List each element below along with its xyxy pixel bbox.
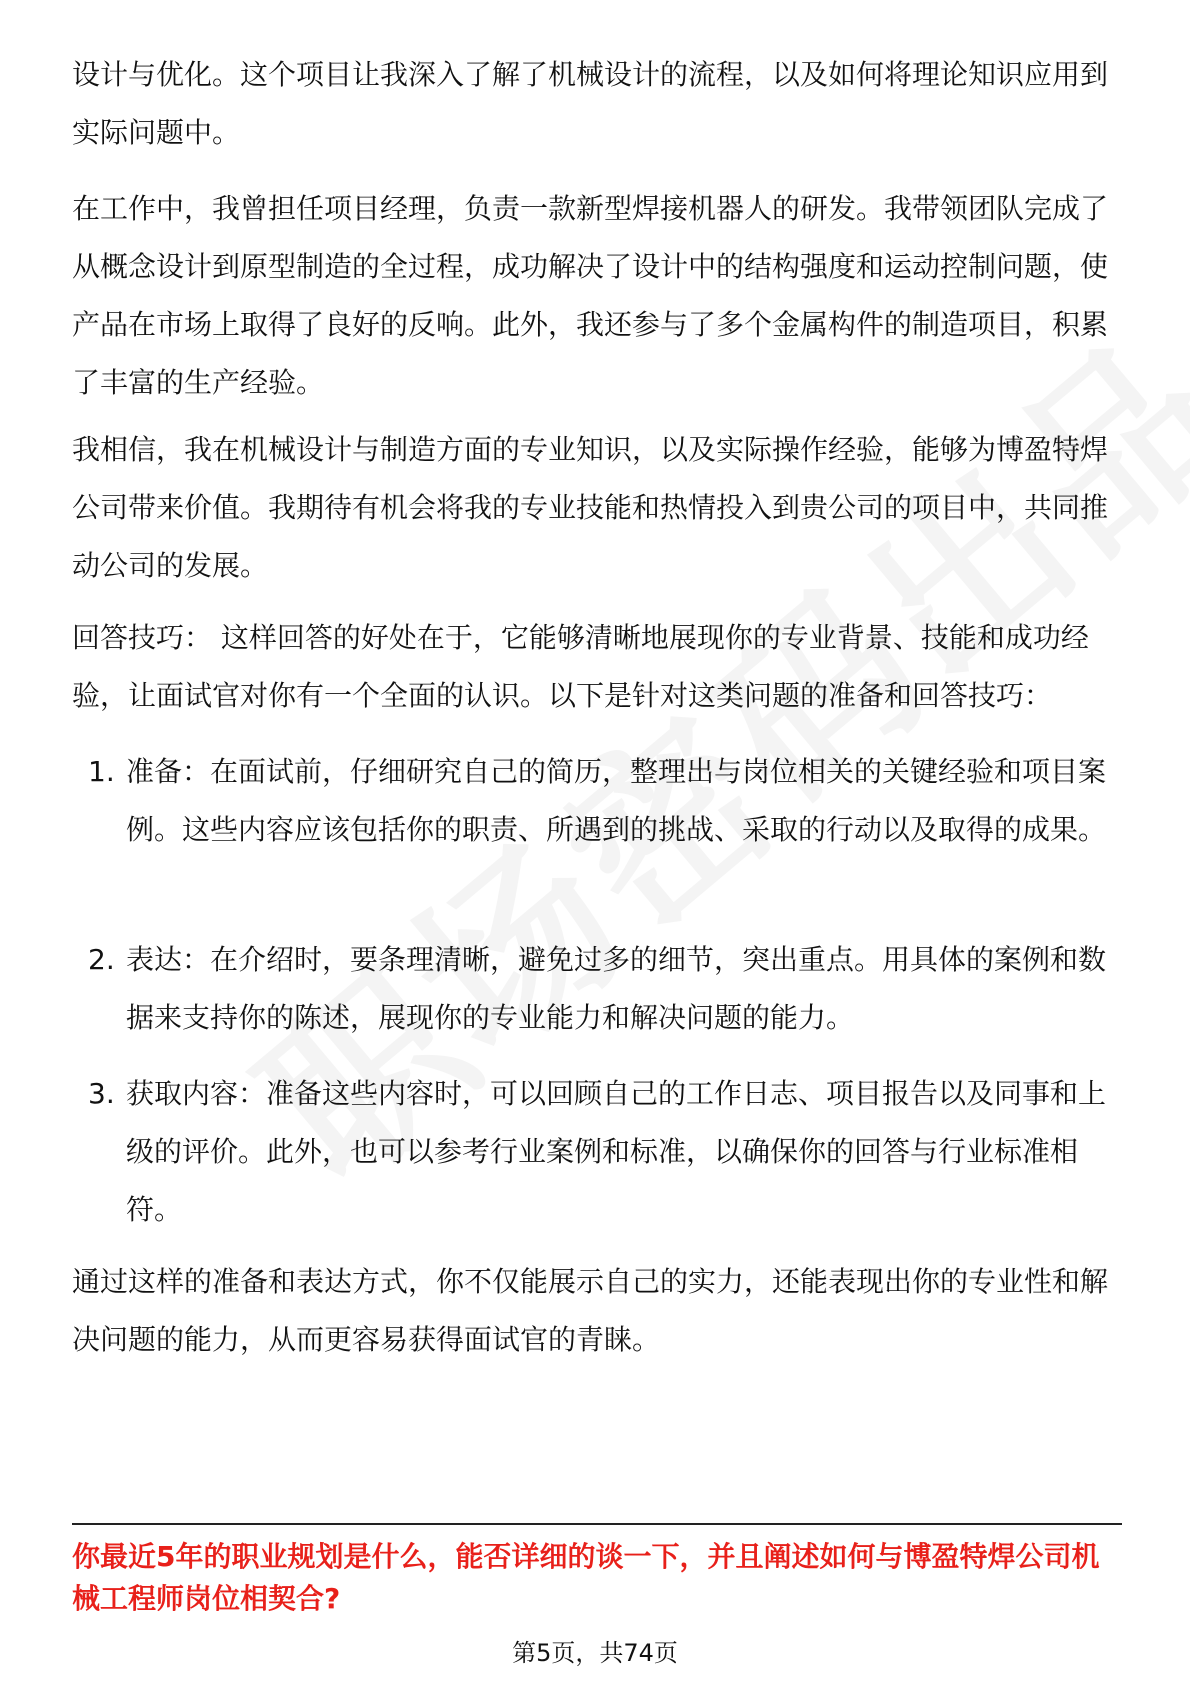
list-text: 准备：在面试前，仔细研究自己的简历，整理出与岗位相关的关键经验和项目案例。这些内容应该包括你的职责、所遇到的挑战、采取的行动以及取得的成果。 bbox=[126, 755, 1107, 846]
list-number: 2. bbox=[88, 943, 115, 976]
paragraph-3: 我相信，我在机械设计与制造方面的专业知识，以及实际操作经验，能够为博盈特焊公司带来价值。我期待有机会将我的专业技能和热情投入到贵公司的项目中，共同推动公司的发展。 bbox=[72, 433, 1109, 582]
list-item-3 bbox=[88, 1065, 1122, 1239]
paragraph-1: 设计与优化。这个项目让我深入了解了机械设计的流程，以及如何将理论知识应用到实际问题中。 bbox=[72, 58, 1109, 149]
list-item-2 bbox=[88, 931, 1122, 1047]
paragraph-2: 在工作中，我曾担任项目经理，负责一款新型焊接机器人的研发。我带领团队完成了从概念设计到原型制造的全过程，成功解决了设计中的结构强度和运动控制问题，使产品在市场上取得了良好的反响。此外，我还参与了多个金属构件的制造项目，积累了丰富的生产经验。 bbox=[72, 192, 1109, 399]
paragraph-answer-tips: 回答技巧： 这样回答的好处在于，它能够清晰地展现你的专业背景、技能和成功经验，让面试官对你有一个全面的认识。以下是针对这类问题的准备和回答技巧： bbox=[72, 621, 1089, 712]
next-question-heading: 你最近5年的职业规划是什么，能否详细的谈一下，并且阐述如何与博盈特焊公司机械工程师岗位相契合? bbox=[72, 1540, 1100, 1615]
list-number: 3. bbox=[88, 1077, 115, 1110]
list-number: 1. bbox=[88, 755, 115, 788]
list-item-1 bbox=[88, 743, 1122, 859]
list-text: 表达：在介绍时，要条理清晰，避免过多的细节，突出重点。用具体的案例和数据来支持你的陈述，展现你的专业能力和解决问题的能力。 bbox=[126, 943, 1107, 1034]
section-divider bbox=[72, 1523, 1122, 1525]
paragraph-conclusion: 通过这样的准备和表达方式，你不仅能展示自己的实力，还能表现出你的专业性和解决问题的能力，从而更容易获得面试官的青睐。 bbox=[72, 1265, 1109, 1356]
list-text: 获取内容：准备这些内容时，可以回顾自己的工作日志、项目报告以及同事和上级的评价。此外，也可以参考行业案例和标准，以确保你的回答与行业标准相符。 bbox=[126, 1077, 1107, 1226]
page-footer: 第5页，共74页 bbox=[512, 1639, 678, 1667]
